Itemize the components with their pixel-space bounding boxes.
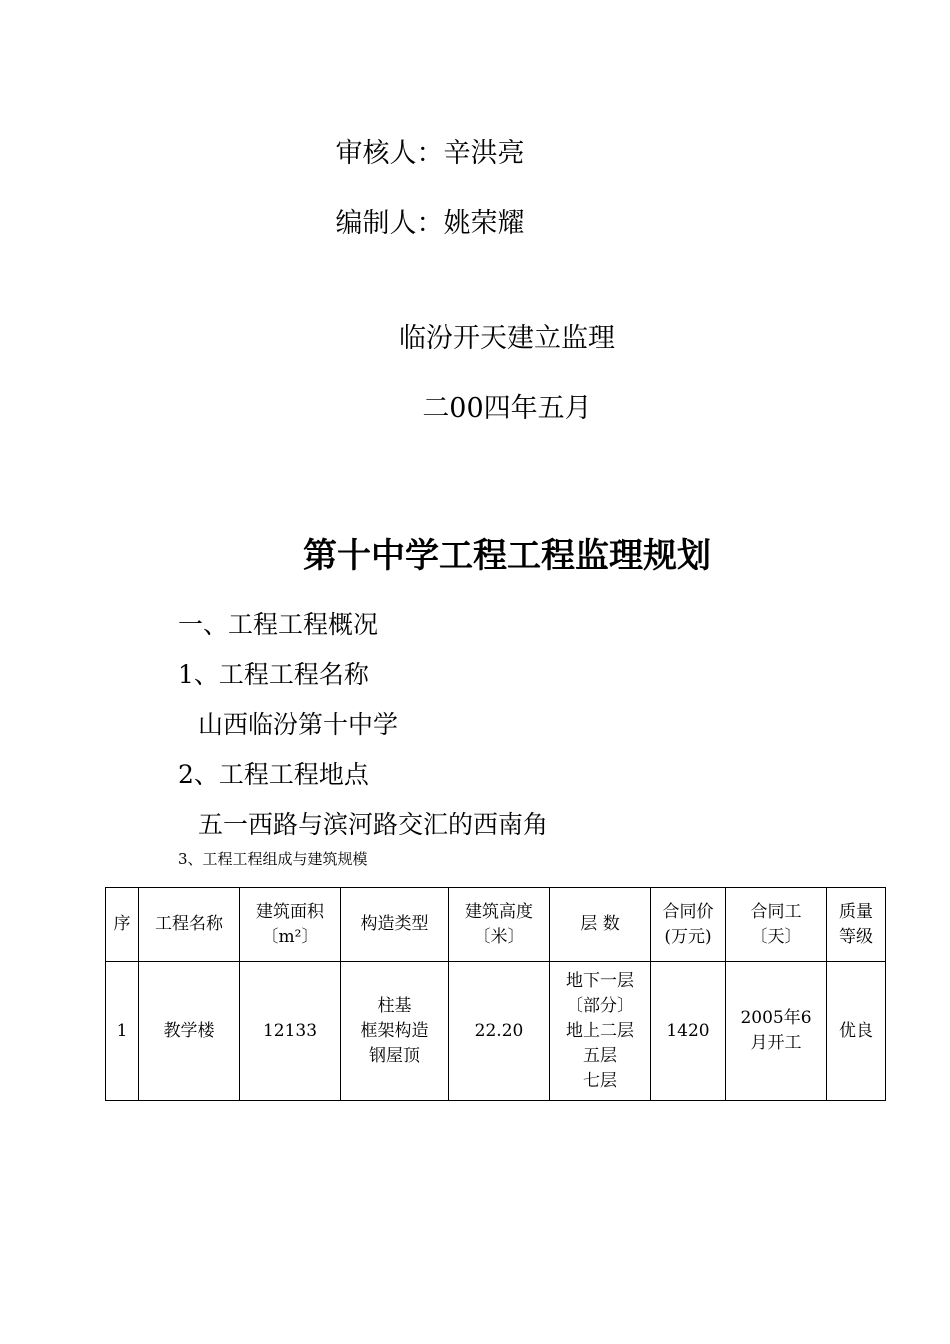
cell-contract-price: 1420	[651, 962, 726, 1101]
project-name-heading: 1、工程工程名称	[178, 660, 369, 689]
project-location-value: 五一西路与滨河路交汇的西南角	[198, 810, 549, 839]
section-heading: 一、工程工程概况	[178, 610, 379, 639]
table-row	[106, 962, 886, 1101]
header-contract-price: 合同价 (万元)	[651, 888, 726, 962]
cell-floors: 地下一层 〔部分〕 地上二层 五层 七层	[550, 962, 651, 1101]
cell-project-name: 教学楼	[139, 962, 240, 1101]
table-header-row	[106, 888, 886, 962]
header-building-height: 建筑高度 〔米〕	[449, 888, 550, 962]
header-seq: 序	[106, 888, 139, 962]
project-scale-heading: 3、工程工程组成与建筑规模	[178, 850, 368, 868]
compiler-line: 编制人：姚荣耀	[335, 208, 525, 239]
header-structure-type: 构造类型	[341, 888, 449, 962]
cell-contract-period: 2005年6 月开工	[726, 962, 827, 1101]
header-floor-area: 建筑面积 〔m²〕	[240, 888, 341, 962]
cell-floor-area: 12133	[240, 962, 341, 1101]
cell-seq: 1	[106, 962, 139, 1101]
project-name-value: 山西临汾第十中学	[198, 710, 399, 739]
project-location-heading: 2、工程工程地点	[178, 760, 369, 789]
document-date: 二00四年五月	[422, 393, 592, 424]
header-project-name: 工程名称	[139, 888, 240, 962]
cell-quality-grade: 优良	[827, 962, 886, 1101]
cell-building-height: 22.20	[449, 962, 550, 1101]
cell-structure-type: 柱基 框架构造 钢屋顶	[341, 962, 449, 1101]
header-contract-period: 合同工 〔天〕	[726, 888, 827, 962]
header-quality-grade: 质量 等级	[827, 888, 886, 962]
reviewer-line: 审核人：辛洪亮	[335, 138, 525, 169]
document-title: 第十中学工程工程监理规划	[303, 536, 711, 576]
header-floors: 层 数	[550, 888, 651, 962]
organization-name: 临汾开天建立监理	[399, 323, 615, 354]
project-spec-table	[105, 887, 886, 1101]
